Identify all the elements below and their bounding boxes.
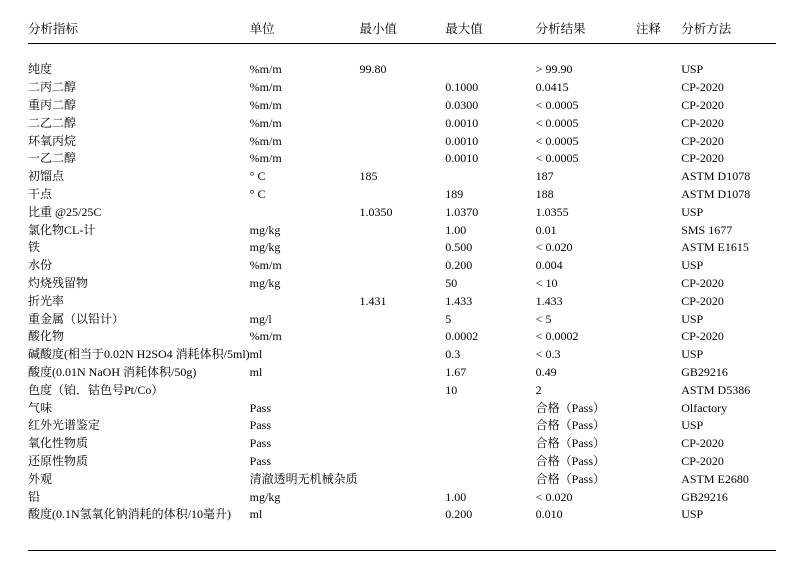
table-row — [28, 506, 776, 524]
cell-method: USP — [681, 62, 704, 77]
cell-note — [636, 275, 681, 293]
cell-result: 合格（Pass） — [535, 436, 606, 451]
cell-method: Olfactory — [681, 400, 728, 415]
cell-result: 0.01 — [535, 222, 557, 237]
cell-max: 1.00 — [445, 222, 467, 237]
cell-min — [360, 453, 446, 471]
cell-min — [360, 257, 446, 275]
cell-min — [360, 435, 446, 453]
cell-note — [636, 435, 681, 453]
cell-method: USP — [681, 311, 704, 326]
table-row — [28, 382, 776, 400]
cell-name: 酸度(0.1N氢氧化钠消耗的体积/10毫升) — [28, 507, 231, 522]
cell-result: < 0.0002 — [535, 329, 579, 344]
cell-name: 铁 — [28, 240, 41, 255]
cell-min — [360, 275, 446, 293]
cell-method: ASTM D5386 — [681, 382, 751, 397]
bottom-rule — [28, 550, 776, 551]
cell-unit: ml — [249, 507, 263, 522]
cell-name: 红外光谱鉴定 — [28, 418, 101, 433]
column-header-min: 最小值 — [360, 22, 446, 44]
cell-name: 环氧丙烷 — [28, 133, 77, 148]
cell-name: 水份 — [28, 258, 53, 273]
cell-result: 187 — [535, 169, 554, 184]
cell-method: CP-2020 — [681, 453, 724, 468]
cell-min — [360, 346, 446, 364]
column-header-result: 分析结果 — [536, 22, 636, 44]
cell-method: CP-2020 — [681, 275, 724, 290]
cell-min: 99.80 — [359, 62, 387, 77]
table-row — [28, 204, 776, 222]
cell-result: 0.0415 — [535, 80, 569, 95]
table-row — [28, 417, 776, 435]
cell-max — [445, 61, 535, 79]
cell-note — [636, 239, 681, 257]
table-row — [28, 471, 776, 489]
header-gap-row — [28, 44, 776, 62]
cell-method: CP-2020 — [681, 151, 724, 166]
cell-name: 氯化物CL-计 — [28, 222, 96, 237]
cell-result: 2 — [535, 382, 542, 397]
cell-min — [360, 115, 446, 133]
table-row — [28, 222, 776, 240]
table-row — [28, 186, 776, 204]
cell-method: USP — [681, 347, 704, 362]
table-row — [28, 364, 776, 382]
cell-result: < 0.3 — [535, 347, 561, 362]
cell-max: 1.433 — [445, 293, 473, 308]
cell-unit: %m/m — [249, 329, 282, 344]
cell-result: < 0.020 — [535, 240, 573, 255]
cell-unit: Pass — [249, 453, 272, 468]
cell-max: 0.0300 — [445, 97, 479, 112]
cell-result: < 0.0005 — [535, 151, 579, 166]
cell-name: 酸度(0.01N NaOH 消耗体积/50g) — [28, 364, 197, 379]
cell-note — [636, 453, 681, 471]
cell-method: ASTM E1615 — [681, 240, 749, 255]
cell-max: 1.67 — [445, 364, 467, 379]
cell-min — [360, 222, 446, 240]
cell-min: 1.0350 — [359, 204, 393, 219]
cell-unit: %m/m — [249, 62, 282, 77]
cell-method: GB29216 — [681, 364, 728, 379]
cell-max: 5 — [445, 311, 452, 326]
cell-name: 纯度 — [28, 62, 53, 77]
cell-method: ASTM D1078 — [681, 186, 751, 201]
cell-name: 干点 — [28, 186, 53, 201]
cell-max: 0.0010 — [445, 151, 479, 166]
cell-result: > 99.90 — [535, 62, 573, 77]
cell-min — [360, 239, 446, 257]
table-row — [28, 61, 776, 79]
table-row — [28, 489, 776, 507]
table-row — [28, 97, 776, 115]
cell-min — [360, 417, 446, 435]
cell-name: 氧化性物质 — [28, 436, 89, 451]
cell-name: 一乙二醇 — [28, 151, 77, 166]
table-row — [28, 275, 776, 293]
cell-unit: %m/m — [249, 115, 282, 130]
table-body — [28, 44, 776, 524]
cell-method: USP — [681, 418, 704, 433]
cell-method: USP — [681, 258, 704, 273]
cell-max: 189 — [445, 186, 464, 201]
table-row — [28, 328, 776, 346]
cell-result: 合格（Pass） — [535, 400, 606, 415]
cell-min — [360, 186, 446, 204]
cell-max: 0.0010 — [445, 115, 479, 130]
cell-note — [636, 133, 681, 151]
cell-max — [445, 168, 535, 186]
cell-unit: ° C — [249, 169, 266, 184]
cell-note — [636, 168, 681, 186]
cell-name: 比重 @25/25C — [28, 204, 102, 219]
cell-result: 合格（Pass） — [535, 453, 606, 468]
cell-max — [445, 435, 535, 453]
table-row — [28, 168, 776, 186]
cell-min: 185 — [359, 169, 378, 184]
cell-result: < 5 — [535, 311, 552, 326]
cell-min: 1.431 — [359, 293, 387, 308]
cell-unit — [250, 293, 360, 311]
cell-max — [445, 417, 535, 435]
cell-method: USP — [681, 204, 704, 219]
table-row — [28, 115, 776, 133]
cell-max — [445, 453, 535, 471]
cell-unit — [250, 382, 360, 400]
cell-note — [636, 204, 681, 222]
cell-max: 10 — [445, 382, 458, 397]
cell-note — [636, 328, 681, 346]
cell-method: CP-2020 — [681, 329, 724, 344]
cell-method: CP-2020 — [681, 97, 724, 112]
cell-method: SMS 1677 — [681, 222, 733, 237]
cell-result: 0.49 — [535, 364, 557, 379]
cell-method: CP-2020 — [681, 115, 724, 130]
cell-method: CP-2020 — [681, 436, 724, 451]
cell-note — [636, 311, 681, 329]
cell-name: 碱酸度(相当于0.02N H2SO4 消耗体积/5ml) — [28, 347, 250, 362]
table-row — [28, 346, 776, 364]
cell-note — [636, 417, 681, 435]
cell-min — [360, 471, 446, 489]
cell-name: 气味 — [28, 400, 53, 415]
cell-method: CP-2020 — [681, 80, 724, 95]
cell-min — [360, 506, 446, 524]
cell-min — [360, 311, 446, 329]
cell-method: CP-2020 — [681, 293, 724, 308]
cell-note — [636, 115, 681, 133]
cell-unit: %m/m — [249, 151, 282, 166]
cell-note — [636, 257, 681, 275]
cell-name: 初馏点 — [28, 169, 65, 184]
cell-name: 二丙二醇 — [28, 80, 77, 95]
cell-unit: Pass — [249, 400, 272, 415]
column-header-max: 最大值 — [445, 22, 535, 44]
cell-unit: %m/m — [249, 258, 282, 273]
cell-max — [445, 471, 535, 489]
cell-note — [636, 382, 681, 400]
table-row — [28, 79, 776, 97]
cell-unit: mg/kg — [249, 489, 281, 504]
table-row — [28, 311, 776, 329]
cell-note — [636, 150, 681, 168]
column-header-unit: 单位 — [250, 22, 360, 44]
cell-unit: mg/kg — [249, 275, 281, 290]
cell-result: < 0.0005 — [535, 115, 579, 130]
cell-result: 0.004 — [535, 258, 563, 273]
cell-note — [636, 489, 681, 507]
cell-unit: mg/l — [249, 311, 272, 326]
cell-max: 0.1000 — [445, 80, 479, 95]
table-row — [28, 257, 776, 275]
table-row — [28, 239, 776, 257]
cell-min — [360, 489, 446, 507]
cell-unit: %m/m — [249, 133, 282, 148]
cell-method: ASTM E2680 — [681, 471, 749, 486]
cell-result: 合格（Pass） — [535, 418, 606, 433]
cell-method: CP-2020 — [681, 133, 724, 148]
cell-note — [636, 364, 681, 382]
table-row — [28, 435, 776, 453]
cell-max: 50 — [445, 275, 458, 290]
cell-unit: Pass — [249, 436, 272, 451]
cell-note — [636, 346, 681, 364]
cell-result: < 0.020 — [535, 489, 573, 504]
table-header — [28, 22, 776, 44]
cell-unit: mg/kg — [249, 222, 281, 237]
cell-note — [636, 471, 681, 489]
cell-unit: ml — [249, 364, 263, 379]
column-header-method: 分析方法 — [681, 22, 776, 44]
cell-method: ASTM D1078 — [681, 169, 751, 184]
cell-name: 还原性物质 — [28, 453, 89, 468]
cell-result: 0.010 — [535, 507, 563, 522]
cell-name: 折光率 — [28, 293, 65, 308]
cell-name: 重金属（以铅计） — [28, 311, 125, 326]
cell-min — [360, 150, 446, 168]
column-header-name: 分析指标 — [28, 22, 250, 44]
cell-max: 0.200 — [445, 258, 473, 273]
cell-name: 外观 — [28, 471, 53, 486]
cell-max: 0.200 — [445, 507, 473, 522]
table-row — [28, 293, 776, 311]
cell-name: 酸化物 — [28, 329, 65, 344]
column-header-note: 注释 — [636, 22, 681, 44]
cell-note — [636, 186, 681, 204]
cell-max: 0.3 — [445, 347, 461, 362]
cell-unit — [250, 204, 360, 222]
cell-name: 二乙二醇 — [28, 115, 77, 130]
table-row — [28, 133, 776, 151]
cell-note — [636, 222, 681, 240]
cell-result: < 10 — [535, 275, 558, 290]
cell-result: < 0.0005 — [535, 133, 579, 148]
cell-unit: Pass — [249, 418, 272, 433]
cell-unit: %m/m — [249, 80, 282, 95]
cell-note — [636, 506, 681, 524]
cell-max — [445, 400, 535, 418]
analysis-table — [28, 22, 776, 524]
cell-result: 188 — [535, 186, 554, 201]
cell-unit: %m/m — [249, 97, 282, 112]
cell-min — [360, 133, 446, 151]
cell-unit: ° C — [249, 186, 266, 201]
cell-note — [636, 61, 681, 79]
cell-min — [360, 382, 446, 400]
cell-name: 铅 — [28, 489, 41, 504]
cell-max: 1.00 — [445, 489, 467, 504]
cell-note — [636, 293, 681, 311]
cell-note — [636, 97, 681, 115]
cell-result: 1.0355 — [535, 204, 569, 219]
cell-min — [360, 79, 446, 97]
cell-name: 重丙二醇 — [28, 97, 77, 112]
cell-method: USP — [681, 507, 704, 522]
cell-min — [360, 328, 446, 346]
cell-min — [360, 97, 446, 115]
cell-method: GB29216 — [681, 489, 728, 504]
table-row — [28, 453, 776, 471]
cell-max: 0.0010 — [445, 133, 479, 148]
table-row — [28, 150, 776, 168]
cell-unit: ml — [249, 347, 263, 362]
cell-result: < 0.0005 — [535, 97, 579, 112]
header-gap-cell — [28, 44, 776, 62]
cell-min — [360, 364, 446, 382]
cell-result: 1.433 — [535, 293, 563, 308]
cell-name: 色度（铂．钴色号Pt/Co） — [28, 382, 164, 397]
cell-unit: 清澈透明无机械杂质 — [249, 471, 358, 486]
cell-max: 1.0370 — [445, 204, 479, 219]
cell-max: 0.500 — [445, 240, 473, 255]
cell-result: 合格（Pass） — [535, 471, 606, 486]
cell-min — [360, 400, 446, 418]
cell-name: 灼烧残留物 — [28, 275, 89, 290]
cell-note — [636, 400, 681, 418]
cell-unit: mg/kg — [249, 240, 281, 255]
cell-max: 0.0002 — [445, 329, 479, 344]
table-row — [28, 400, 776, 418]
cell-note — [636, 79, 681, 97]
